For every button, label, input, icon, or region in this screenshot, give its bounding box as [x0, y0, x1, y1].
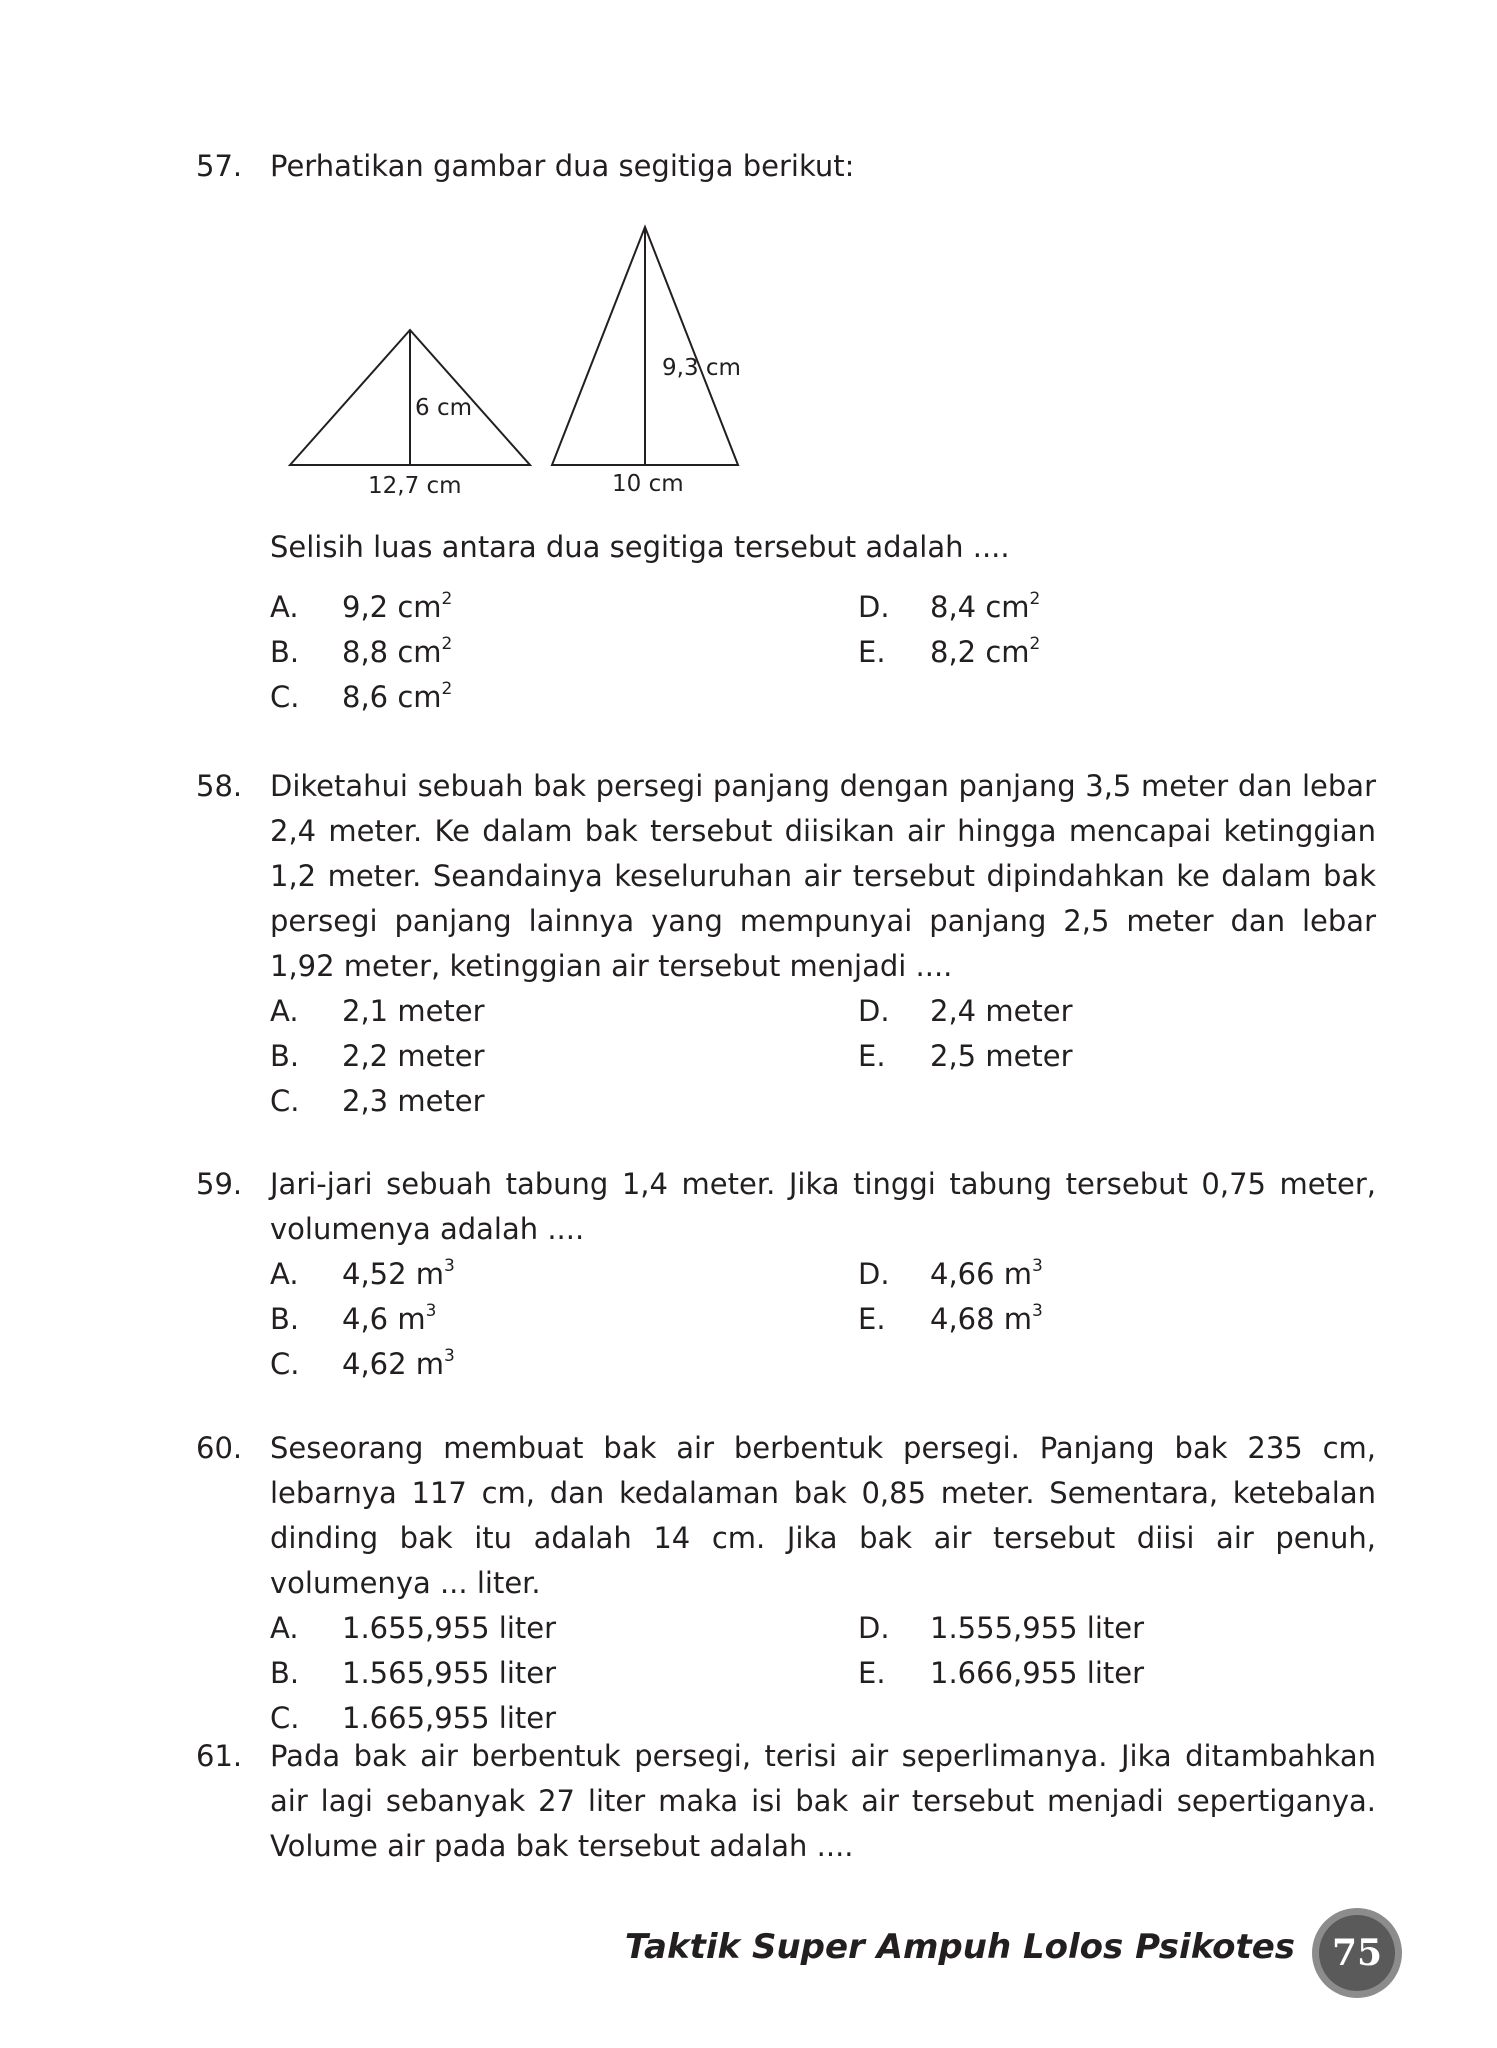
triangle-tall [552, 227, 741, 497]
question-number: 61. [196, 1739, 243, 1773]
page-number-badge [1311, 1907, 1403, 1999]
triangle-tall-base-label: 10 cm [612, 471, 684, 497]
question-58 [196, 764, 1376, 1124]
question-59 [196, 1162, 1376, 1387]
question-57-options [196, 585, 1376, 720]
option-d[interactable]: D. 1.555,955 liter [858, 1611, 1145, 1645]
option-b[interactable]: B. 1.565,955 liter [270, 1656, 557, 1690]
option-d[interactable]: D. 4,66 $m^3$ [858, 1256, 1043, 1291]
option-a[interactable]: A. 2,1 meter [270, 994, 485, 1028]
question-number: 57. [196, 149, 243, 183]
question-text: Pada bak air berbentuk persegi, terisi air seperlimanya. Jika ditambahkan air lagi sebanyak 27 liter maka isi bak air tersebut menjadi sepertiganya. Volume air pada bak tersebut adalah .... [270, 1739, 1376, 1863]
book-title: Taktik Super Ampuh Lolos Psikotes [624, 1927, 1295, 1967]
question-number: 58. [196, 769, 243, 803]
option-d[interactable]: D. 2,4 meter [858, 994, 1073, 1028]
question-text: Diketahui sebuah bak persegi panjang dengan panjang 3,5 meter dan lebar 2,4 meter. Ke dalam bak tersebut diisikan air hingga mencapai ketinggian 1,2 meter. Seandainya keseluruhan air tersebut dipindahkan ke dalam bak persegi panjang lainnya yang mempunyai panjang 2,5 meter dan lebar 1,92 meter, ketinggian air tersebut menjadi .... [270, 769, 1376, 983]
option-a[interactable]: A. 4,52 $m^3$ [270, 1256, 455, 1291]
triangle-small-base-label: 12,7 cm [368, 473, 462, 499]
triangles-figure [270, 215, 790, 505]
question-text: Perhatikan gambar dua segitiga berikut: [270, 149, 855, 183]
option-e[interactable]: E. 2,5 meter [858, 1039, 1073, 1073]
triangle-tall-height-label: 9,3 cm [662, 355, 741, 381]
question-61 [196, 1734, 1376, 1869]
option-b[interactable]: B. 8,8 $cm^2$ [270, 634, 453, 669]
option-a[interactable]: A. 9,2 $cm^2$ [270, 589, 453, 624]
option-a[interactable]: A. 1.655,955 liter [270, 1611, 557, 1645]
question-57-prompt [196, 525, 1376, 570]
triangle-small-height-label: 6 cm [415, 395, 472, 421]
option-b[interactable]: B. 4,6 $m^3$ [270, 1301, 437, 1336]
question-text: Jari-jari sebuah tabung 1,4 meter. Jika tinggi tabung tersebut 0,75 meter, volumenya adalah .... [270, 1167, 1376, 1246]
question-text: Selisih luas antara dua segitiga tersebut adalah .... [270, 530, 1010, 564]
option-c[interactable]: C. 2,3 meter [270, 1084, 485, 1118]
question-number: 60. [196, 1431, 243, 1465]
triangle-small [290, 330, 530, 499]
option-e[interactable]: E. 1.666,955 liter [858, 1656, 1145, 1690]
question-60 [196, 1426, 1376, 1741]
option-b[interactable]: B. 2,2 meter [270, 1039, 485, 1073]
option-d[interactable]: D. 8,4 $cm^2$ [858, 589, 1041, 624]
question-text: Seseorang membuat bak air berbentuk persegi. Panjang bak 235 cm, lebarnya 117 cm, dan kedalaman bak 0,85 meter. Sementara, ketebalan dinding bak itu adalah 14 cm. Jika bak air tersebut diisi air penuh, volumenya ... liter. [270, 1431, 1376, 1600]
page-number: 75 [1331, 1932, 1383, 1974]
option-e[interactable]: E. 8,2 $cm^2$ [858, 634, 1041, 669]
option-c[interactable]: C. 1.665,955 liter [270, 1701, 557, 1735]
option-c[interactable]: C. 8,6 $cm^2$ [270, 679, 453, 714]
question-57 [196, 144, 1376, 189]
option-e[interactable]: E. 4,68 $m^3$ [858, 1301, 1043, 1336]
option-c[interactable]: C. 4,62 $m^3$ [270, 1346, 455, 1381]
question-number: 59. [196, 1167, 243, 1201]
